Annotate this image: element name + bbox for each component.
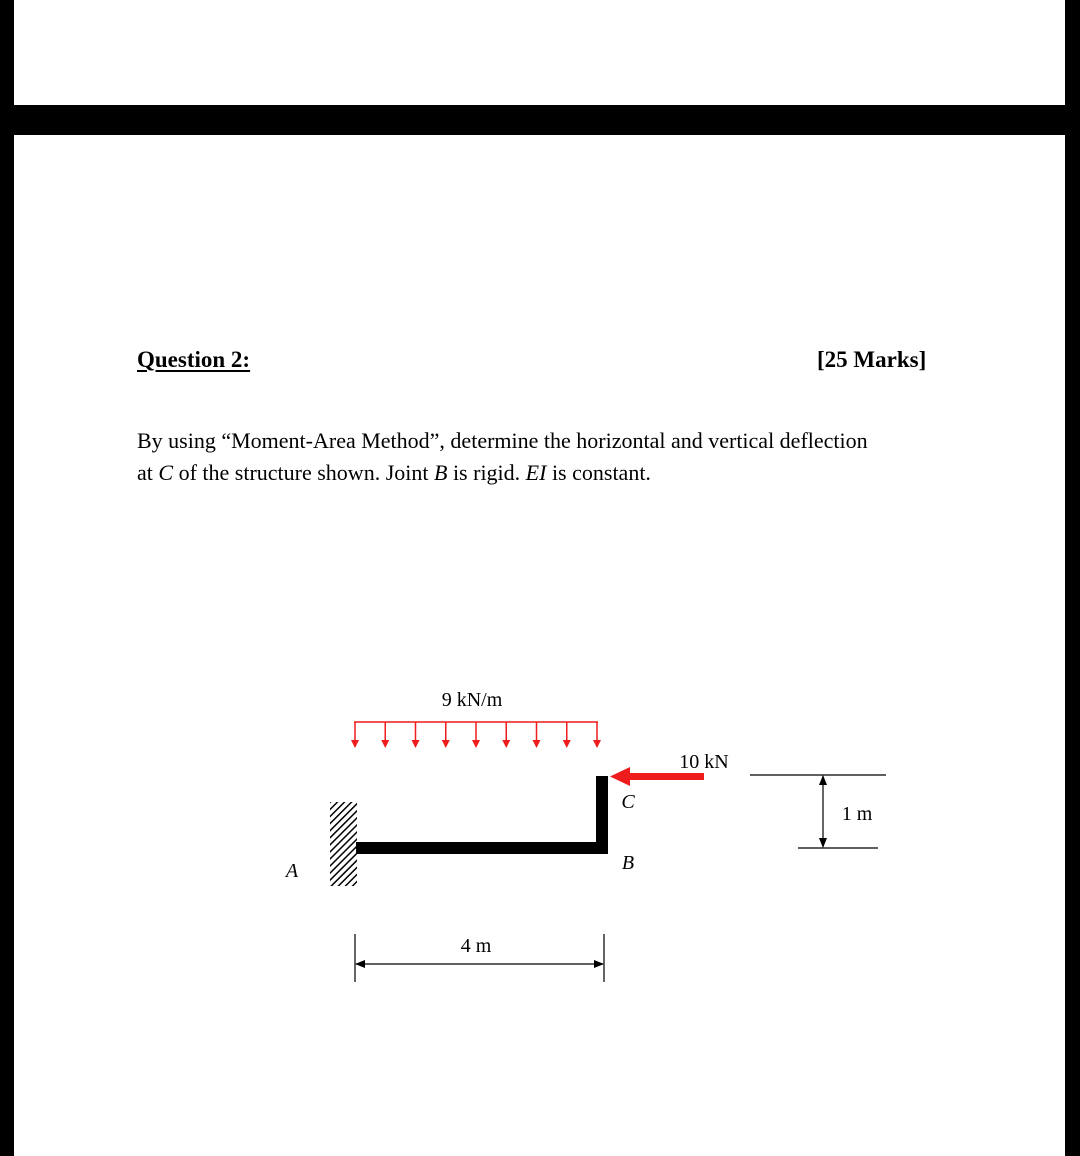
text-run: is rigid. bbox=[447, 460, 526, 485]
question-title: Question 2: bbox=[137, 347, 251, 372]
label-b: B bbox=[621, 852, 635, 874]
label-a: A bbox=[285, 860, 299, 882]
distributed-load-label: 9 kN/m bbox=[441, 689, 503, 711]
symbol-c: C bbox=[158, 460, 174, 485]
member-ab bbox=[356, 842, 608, 854]
arrow-down-icon bbox=[381, 740, 389, 748]
distributed-load bbox=[351, 722, 601, 748]
point-load-shaft bbox=[626, 773, 704, 780]
text-run: at bbox=[137, 460, 159, 485]
symbol-b: B bbox=[433, 460, 448, 485]
arrow-down-icon bbox=[472, 740, 480, 748]
question-line-1-text: By using “Moment-Area Method”, determine the horizontal and vertical deflection bbox=[137, 428, 868, 453]
text-run: is constant. bbox=[546, 460, 651, 485]
question-marks: [25 Marks] bbox=[817, 347, 927, 372]
arrow-down-icon bbox=[593, 740, 601, 748]
frame bbox=[356, 776, 608, 854]
span-length-label: 4 m bbox=[460, 935, 492, 957]
member-bc bbox=[596, 776, 608, 854]
arrow-down-icon bbox=[412, 740, 420, 748]
symbol-ei: EI bbox=[525, 460, 547, 485]
arrow-down-icon bbox=[442, 740, 450, 748]
arrowhead-left-icon bbox=[610, 767, 630, 786]
arrow-down-icon bbox=[351, 740, 359, 748]
arrow-down-icon bbox=[563, 740, 571, 748]
load-arrows bbox=[351, 722, 601, 748]
fixed-support-icon bbox=[330, 802, 357, 886]
arrow-down-icon bbox=[502, 740, 510, 748]
text-run: of the structure shown. Joint bbox=[173, 460, 434, 485]
label-c: C bbox=[621, 791, 635, 813]
height-dimension-label: 1 m bbox=[841, 803, 873, 825]
point-load-label: 10 kN bbox=[679, 751, 729, 773]
arrow-down-icon bbox=[533, 740, 541, 748]
